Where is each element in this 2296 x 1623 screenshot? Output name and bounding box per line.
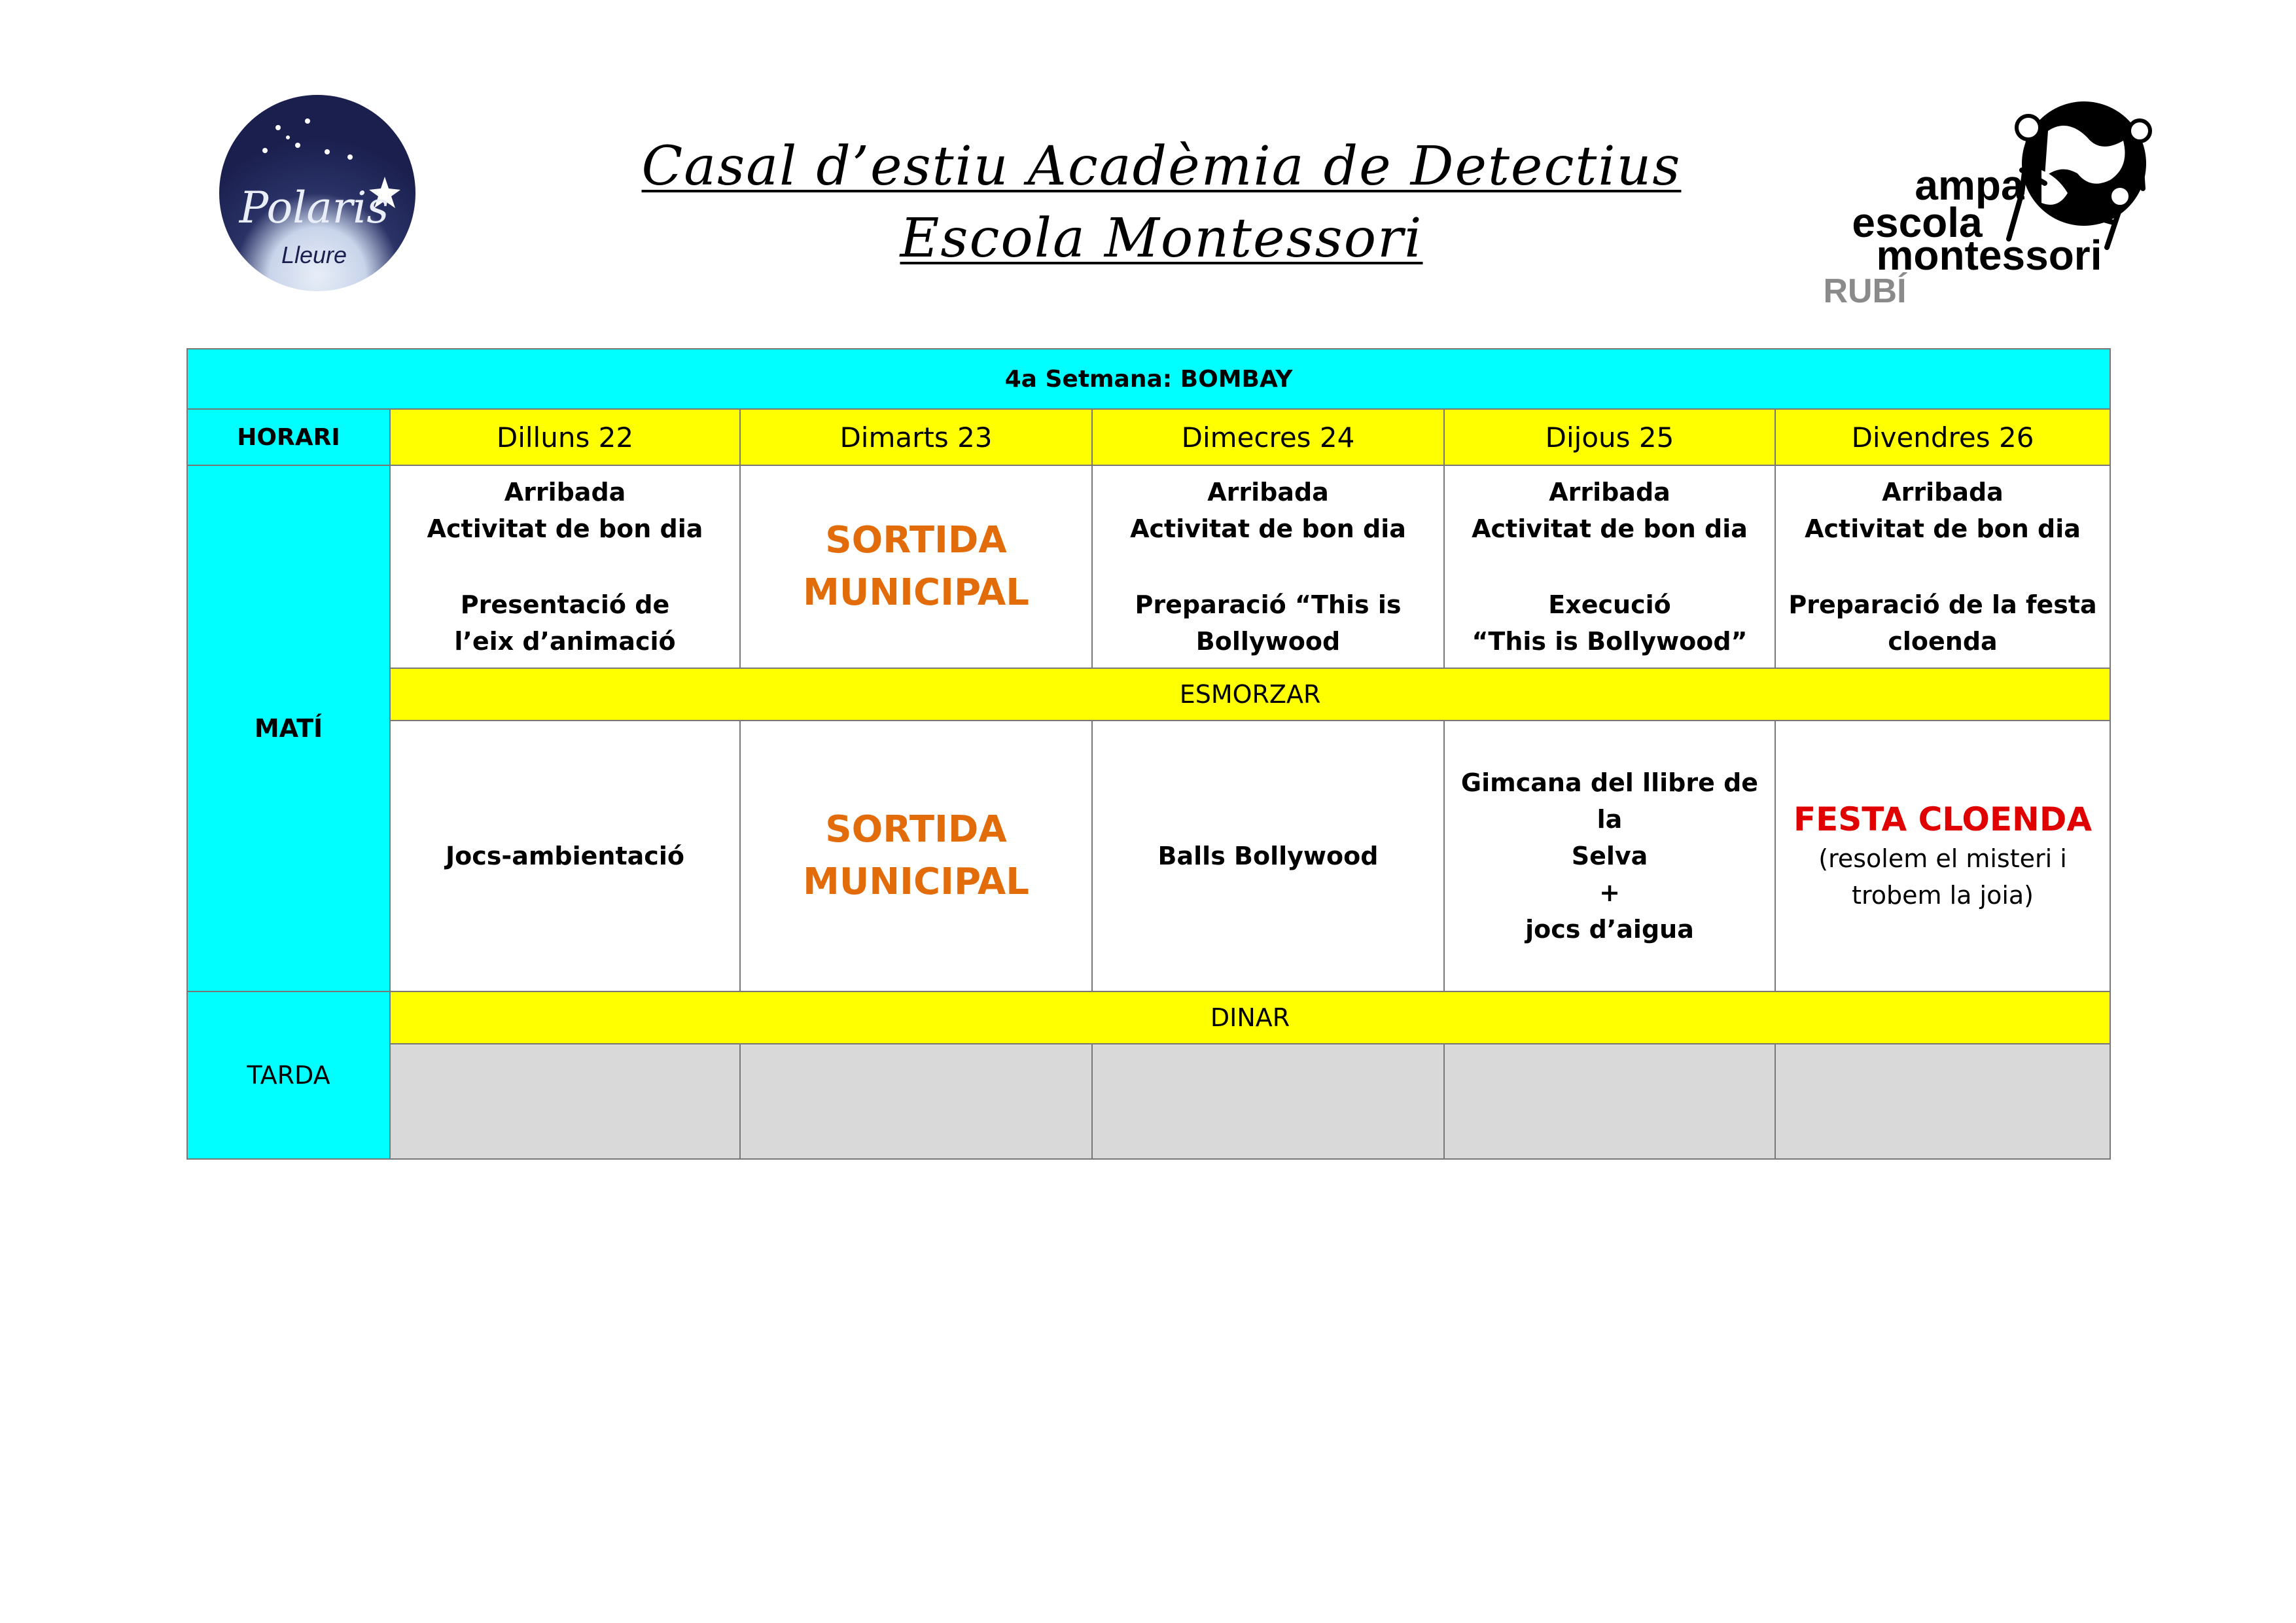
festa-cloenda-text: FESTA CLOENDA <box>1793 800 2093 838</box>
day-header-thursday: Dijous 25 <box>1444 409 1775 465</box>
cell-line: “This is Bollywood” <box>1472 627 1748 656</box>
cell-line: Arribada <box>1549 478 1670 507</box>
cell-line: Activitat de bon dia <box>1805 514 2081 543</box>
logo-ampa-text: ampa <box>1915 162 2024 209</box>
week-title: 4a Setmana: BOMBAY <box>187 349 2110 409</box>
esmorzar-band: ESMORZAR <box>390 668 2110 721</box>
sortida-text: SORTIDA <box>825 808 1007 851</box>
horari-header: HORARI <box>187 409 390 465</box>
cell-line: Bollywood <box>1195 627 1341 656</box>
cell-wednesday-morning-1 <box>1092 465 1444 668</box>
period-mati: MATÍ <box>187 465 390 991</box>
cell-monday-morning-1 <box>390 465 740 668</box>
cell-line: Activitat de bon dia <box>1130 514 1406 543</box>
cell-line: trobem la joia) <box>1852 881 2034 910</box>
title-line-2: Escola Montessori <box>900 207 1423 270</box>
cell-thursday-morning-2 <box>1444 721 1775 991</box>
logo-polaris-text: Polaris <box>239 183 389 233</box>
day-header-wednesday: Dimecres 24 <box>1092 409 1444 465</box>
period-tarda: TARDA <box>187 991 390 1159</box>
ampa-montessori-logo <box>1812 92 2153 308</box>
cell-line: Execució <box>1548 590 1671 619</box>
cell-thursday-afternoon <box>1444 1044 1775 1159</box>
page-title <box>589 131 1734 275</box>
municipal-text: MUNICIPAL <box>803 861 1029 903</box>
cell-line: Presentació de <box>460 590 670 619</box>
logo-montessori-text: montessori <box>1876 232 2102 279</box>
cell-line: (resolem el misteri i <box>1818 844 2067 873</box>
day-header-monday: Dilluns 22 <box>390 409 740 465</box>
cell-line: Arribada <box>1207 478 1329 507</box>
sortida-text: SORTIDA <box>825 519 1007 562</box>
cell-friday-afternoon <box>1775 1044 2110 1159</box>
cell-line: Activitat de bon dia <box>427 514 703 543</box>
polaris-lleure-logo <box>216 92 419 294</box>
cell-line: jocs d’aigua <box>1525 915 1694 944</box>
cell-line: l’eix d’animació <box>454 627 676 656</box>
cell-line: Gimcana del llibre de la <box>1460 768 1759 834</box>
dinar-band: DINAR <box>390 991 2110 1044</box>
cell-friday-morning-1 <box>1775 465 2110 668</box>
cell-line: Activitat de bon dia <box>1472 514 1748 543</box>
cell-line: Selva <box>1571 842 1648 870</box>
cell-line: cloenda <box>1888 627 1998 656</box>
cell-line: + <box>1599 878 1620 907</box>
cell-tuesday-afternoon <box>740 1044 1092 1159</box>
cell-friday-morning-2 <box>1775 721 2110 991</box>
cell-monday-morning-2: Jocs-ambientació <box>390 721 740 991</box>
day-header-friday: Divendres 26 <box>1775 409 2110 465</box>
cell-thursday-morning-1 <box>1444 465 1775 668</box>
logo-lleure-text: Lleure <box>281 241 347 268</box>
cell-line: Arribada <box>1882 478 2004 507</box>
logo-escola-text: escola <box>1852 199 1983 246</box>
cell-tuesday-morning-1 <box>740 465 1092 668</box>
day-header-tuesday: Dimarts 23 <box>740 409 1092 465</box>
logo-rubi-text: RUBÍ <box>1823 272 1907 308</box>
municipal-text: MUNICIPAL <box>803 571 1029 614</box>
cell-tuesday-morning-2 <box>740 721 1092 991</box>
weekly-schedule-table <box>186 348 2111 1160</box>
cell-wednesday-morning-2: Balls Bollywood <box>1092 721 1444 991</box>
cell-line: Preparació “This is <box>1135 590 1402 619</box>
cell-line: Preparació de la festa <box>1788 590 2097 619</box>
cell-line: Arribada <box>504 478 626 507</box>
title-line-1: Casal d’estiu Acadèmia de Detectius <box>641 135 1682 198</box>
cell-wednesday-afternoon <box>1092 1044 1444 1159</box>
cell-monday-afternoon <box>390 1044 740 1159</box>
